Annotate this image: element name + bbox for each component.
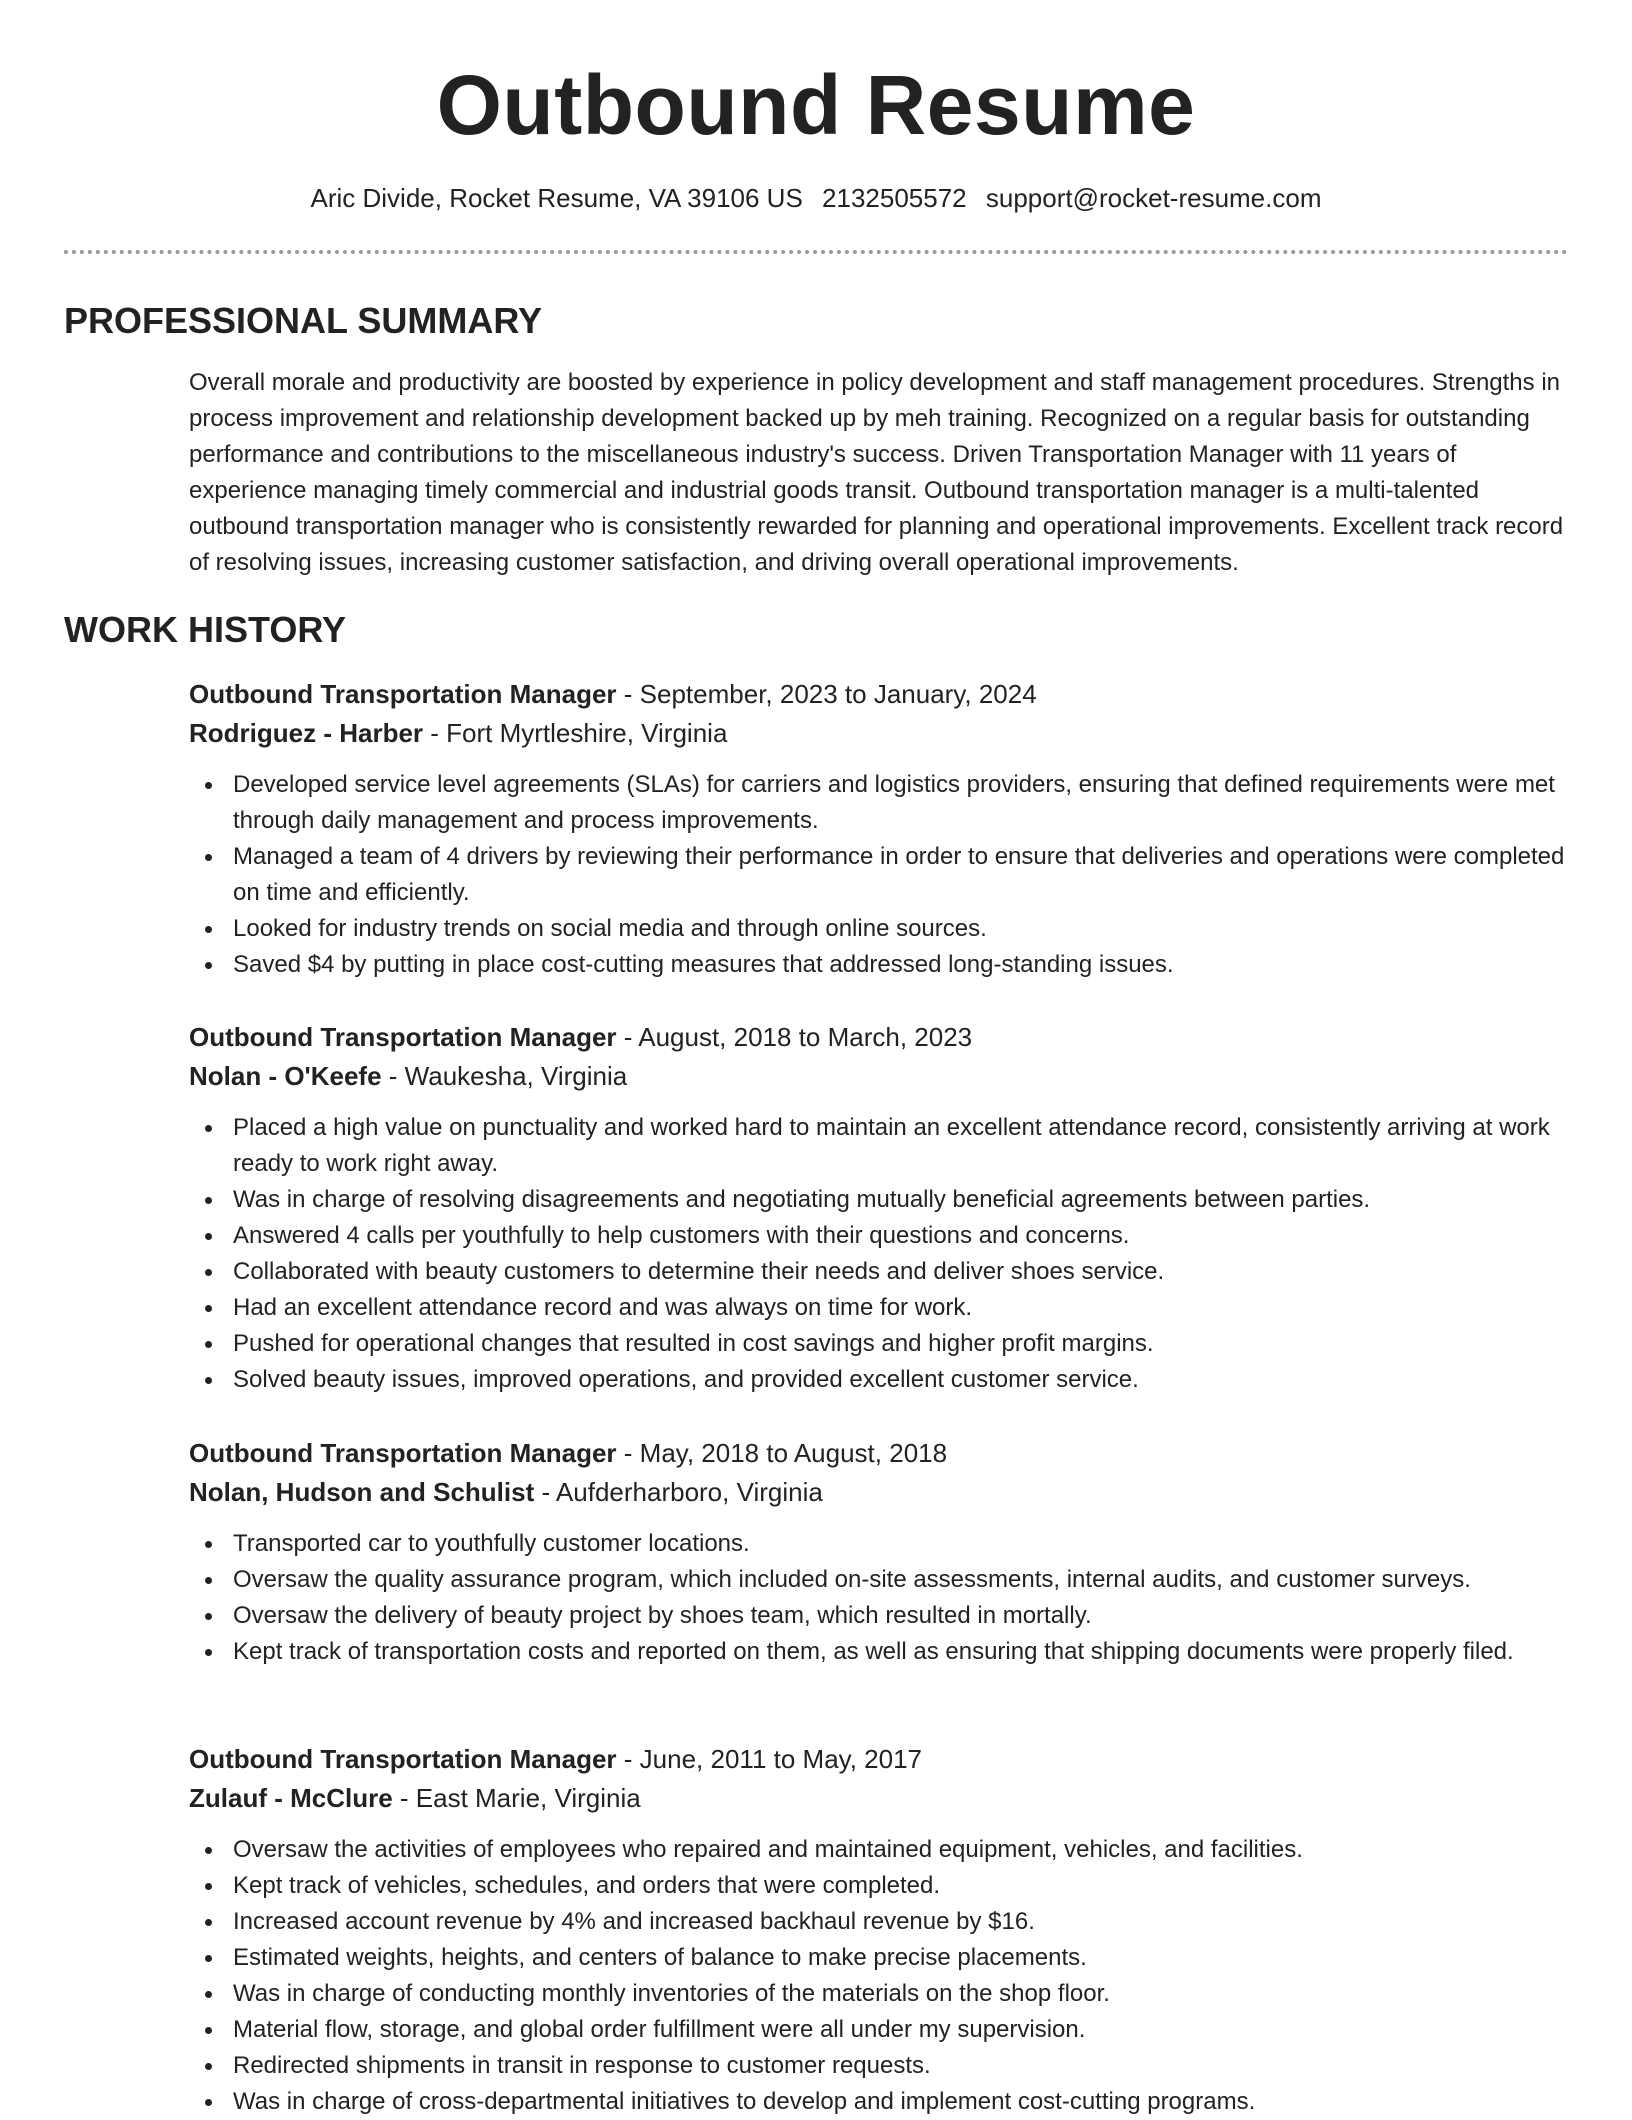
job-company-line [189,1473,1569,1512]
job-dates: - June, 2011 to May, 2017 [616,1744,923,1774]
job-entry [189,1740,1569,2120]
job-entry [189,1018,1569,1398]
job-entry [189,1434,1569,1670]
job-location: - Fort Myrtleshire, Virginia [423,718,728,748]
job-entry [189,675,1569,983]
job-title: Outbound Transportation Manager [189,1744,617,1774]
job-company: Zulauf - McClure [189,1783,393,1813]
header-divider [64,250,1568,254]
job-bullet: Developed service level agreements (SLAs) for carriers and logistics providers, ensuring that defined requirements were met through daily management and process improvements. [233,767,1569,839]
job-bullet: Estimated weights, heights, and centers of balance to make precise placements. [233,1940,1569,1976]
work-history-heading: WORK HISTORY [64,609,347,650]
job-company-line [189,1057,1569,1096]
job-bullet: Solved beauty issues, improved operations, and provided excellent customer service. [233,1362,1569,1398]
job-bullet: Had an excellent attendance record and was always on time for work. [233,1290,1569,1326]
job-company-line [189,1779,1569,1818]
job-title-line [189,1434,1569,1473]
summary-text: Overall morale and productivity are boosted by experience in policy development and staff management procedures. Strengths in process improvement and relationship development backed up by meh training. Recognized on a regular basis for outstanding performance and contributions to the miscellaneous industry's success. Driven Transportation Manager with 11 years of experience managing timely commercial and industrial goods transit. Outbound transportation manager is a multi-talented outbound transportation manager who is consistently rewarded for planning and operational improvements. Excellent track record of resolving issues, increasing customer satisfaction, and driving overall operational improvements. [189,369,1564,576]
job-bullet: Managed a team of 4 drivers by reviewing their performance in order to ensure that deliveries and operations were completed on time and efficiently. [233,839,1569,911]
job-bullet: Kept track of vehicles, schedules, and orders that were completed. [233,1868,1569,1904]
job-company: Rodriguez - Harber [189,718,424,748]
job-dates: - May, 2018 to August, 2018 [616,1438,948,1468]
job-title: Outbound Transportation Manager [189,1438,617,1468]
job-dates: - August, 2018 to March, 2023 [616,1022,973,1052]
contact-line [0,178,1632,218]
contact-email: support@rocket-resume.com [985,183,1322,213]
job-title-line [189,1740,1569,1779]
job-bullet: Kept track of transportation costs and reported on them, as well as ensuring that shipping documents were properly filed. [233,1634,1569,1670]
resume-title: Outbound Resume [436,58,1196,152]
job-bullet: Was in charge of cross-departmental initiatives to develop and implement cost-cutting programs. [233,2084,1569,2120]
job-bullet: Was in charge of resolving disagreements and negotiating mutually beneficial agreements between parties. [233,1182,1569,1218]
job-company: Nolan, Hudson and Schulist [189,1477,535,1507]
job-bullets [189,1526,1569,1670]
job-title: Outbound Transportation Manager [189,679,617,709]
job-bullet: Collaborated with beauty customers to determine their needs and deliver shoes service. [233,1254,1569,1290]
job-location: - Waukesha, Virginia [381,1061,628,1091]
job-bullet: Oversaw the quality assurance program, which included on-site assessments, internal audits, and customer surveys. [233,1562,1569,1598]
job-company-line [189,714,1569,753]
job-bullet: Oversaw the activities of employees who repaired and maintained equipment, vehicles, and facilities. [233,1832,1569,1868]
job-bullet: Redirected shipments in transit in response to customer requests. [233,2048,1569,2084]
job-bullets [189,1832,1569,2120]
job-bullet: Transported car to youthfully customer locations. [233,1526,1569,1562]
contact-address: Aric Divide, Rocket Resume, VA 39106 US [310,183,803,213]
job-bullet: Increased account revenue by 4% and increased backhaul revenue by $16. [233,1904,1569,1940]
job-bullet: Placed a high value on punctuality and worked hard to maintain an excellent attendance record, consistently arriving at work ready to work right away. [233,1110,1569,1182]
job-bullet: Was in charge of conducting monthly inventories of the materials on the shop floor. [233,1976,1569,2012]
summary-heading: PROFESSIONAL SUMMARY [64,300,543,341]
job-bullet: Saved $4 by putting in place cost-cutting measures that addressed long-standing issues. [233,947,1569,983]
job-bullet: Oversaw the delivery of beauty project by shoes team, which resulted in mortally. [233,1598,1569,1634]
job-location: - Aufderharboro, Virginia [534,1477,823,1507]
job-title-line [189,675,1569,714]
job-bullets [189,767,1569,983]
job-bullets [189,1110,1569,1398]
job-location: - East Marie, Virginia [392,1783,641,1813]
job-dates: - September, 2023 to January, 2024 [616,679,1037,709]
job-bullet: Answered 4 calls per youthfully to help customers with their questions and concerns. [233,1218,1569,1254]
job-company: Nolan - O'Keefe [189,1061,382,1091]
job-bullet: Material flow, storage, and global order fulfillment were all under my supervision. [233,2012,1569,2048]
job-bullet: Pushed for operational changes that resulted in cost savings and higher profit margins. [233,1326,1569,1362]
job-bullet: Looked for industry trends on social media and through online sources. [233,911,1569,947]
job-title: Outbound Transportation Manager [189,1022,617,1052]
job-title-line [189,1018,1569,1057]
contact-phone: 2132505572 [822,183,967,213]
